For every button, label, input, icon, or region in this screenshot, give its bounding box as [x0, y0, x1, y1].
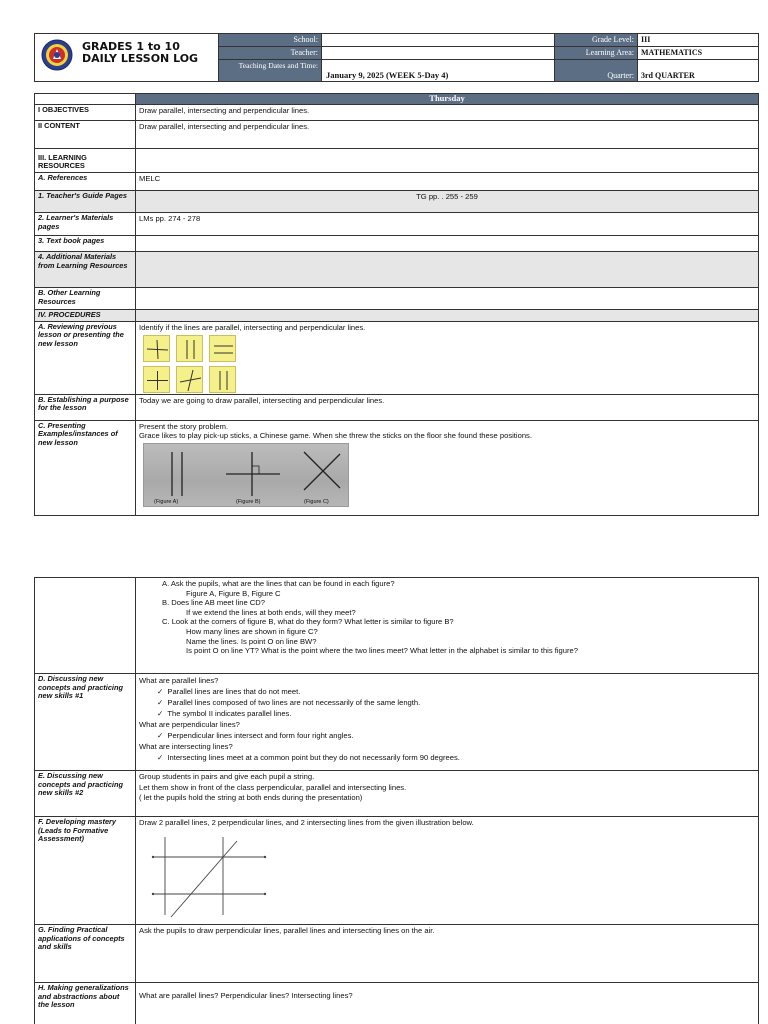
presenting-cell	[136, 420, 759, 515]
header-table	[34, 33, 759, 82]
references-label: A. References	[35, 173, 136, 191]
objectives-value: Draw parallel, intersecting and perpendicular lines.	[136, 105, 759, 121]
reviewing-text: Identify if the lines are parallel, intersecting and perpendicular lines.	[139, 322, 366, 332]
school-value	[322, 34, 555, 47]
discussing-2-cell	[136, 771, 759, 817]
perpendicular-question: What are perpendicular lines?	[139, 720, 240, 729]
parallel-point-3: ✓ The symbol II indicates parallel lines.	[139, 708, 755, 719]
discussing-2-line-3: ( let the pupils hold the string at both ends during the presentation)	[139, 793, 363, 802]
intersecting-point: ✓ Intersecting lines meet at a common point but they do not necessarily form 90 degrees.	[139, 752, 755, 763]
guide-questions-cell	[136, 578, 759, 674]
teachers-guide-value: TG pp. . 255 - 259	[136, 191, 759, 213]
resources-label: III. LEARNING RESOURCES	[35, 149, 136, 173]
perpendicular-lines-tile	[143, 366, 170, 393]
header-title-1: GRADES 1 to 10	[82, 40, 180, 53]
intersecting-question: What are intersecting lines?	[139, 742, 233, 751]
question-c: C. Look at the corners of figure B, what do they form? What letter is similar to figure B?	[162, 617, 454, 627]
establishing-label: B. Establishing a purpose for the lesson	[35, 394, 136, 420]
question-a: A. Ask the pupils, what are the lines that can be found in each figure?	[162, 579, 395, 588]
discussing-2-line-2: Let them show in front of the class perpendicular, parallel and intersecting lines.	[139, 782, 407, 792]
presenting-label: C. Presenting Examples/instances of new lesson	[35, 420, 136, 515]
deped-seal-icon	[41, 39, 73, 71]
reviewing-cell	[136, 321, 759, 394]
teacher-label: Teacher:	[219, 47, 322, 60]
procedures-label: IV. PROCEDURES	[35, 310, 136, 322]
header-logo-cell	[35, 34, 219, 82]
discussing-1-label: D. Discussing new concepts and practicing new skills #1	[35, 674, 136, 771]
header-title-2: DAILY LESSON LOG	[82, 52, 199, 65]
question-c-detail-3: Is point O on line YT? What is the point where the two lines meet? What letter in the alphabet is similar to this figure?	[186, 646, 578, 656]
dates-value: January 9, 2025 (WEEK 5-Day 4)	[322, 60, 555, 82]
references-value: MELC	[136, 173, 759, 191]
parallel-point-2: ✓ Parallel lines composed of two lines are not necessarily of the same length.	[139, 697, 755, 708]
grade-level-value: III	[638, 34, 759, 47]
figure-a-caption: (Figure A)	[154, 498, 179, 505]
question-c-detail-2: Name the lines. Is point O on line BW?	[186, 636, 317, 646]
teacher-value	[322, 47, 555, 60]
content-label: II CONTENT	[35, 121, 136, 149]
question-a-detail: Figure A, Figure B, Figure C	[186, 588, 281, 598]
discussing-2-line-1: Group students in pairs and give each pupil a string.	[139, 772, 315, 781]
presenting-text-2: Grace likes to play pick-up sticks, a Chinese game. When she threw the sticks on the floor she found these positions.	[139, 430, 532, 440]
establishing-value: Today we are going to draw parallel, intersecting and perpendicular lines.	[136, 394, 759, 420]
school-label: School:	[219, 34, 322, 47]
question-c-detail-1: How many lines are shown in figure C?	[186, 626, 318, 636]
lesson-table-page2	[34, 577, 759, 1024]
intersecting-lines-tile	[143, 335, 170, 362]
lesson-table-page1	[34, 93, 759, 516]
question-b: B. Does line AB meet line CD?	[162, 598, 265, 608]
grade-level-label: Grade Level:	[555, 34, 638, 47]
objectives-label: I OBJECTIVES	[35, 105, 136, 121]
presenting-text-1: Present the story problem.	[139, 421, 229, 431]
practical-label: G. Finding Practical applications of concepts and skills	[35, 925, 136, 983]
perpendicular-point: ✓ Perpendicular lines intersect and form four right angles.	[139, 730, 755, 741]
content-value: Draw parallel, intersecting and perpendicular lines.	[136, 121, 759, 149]
parallel-lines-tile	[209, 335, 236, 362]
intersecting-lines-tile	[176, 366, 203, 393]
mastery-label: F. Developing mastery (Leads to Formative Assessment)	[35, 817, 136, 925]
parallel-lines-tile	[209, 366, 236, 393]
day-header: Thursday	[136, 94, 759, 105]
figure-b-caption: (Figure B)	[236, 498, 261, 505]
learners-materials-value: LMs pp. 274 - 278	[136, 213, 759, 236]
figure-c-caption: (Figure C)	[304, 498, 329, 505]
question-b-detail: If we extend the lines at both ends, will they meet?	[186, 607, 356, 617]
generalization-label: H. Making generalizations and abstractions about the lesson	[35, 983, 136, 1024]
parallel-lines-tile	[176, 335, 203, 362]
textbook-label: 3. Text book pages	[35, 236, 136, 252]
quarter-value: 3rd QUARTER	[638, 60, 759, 82]
teachers-guide-label: 1. Teacher's Guide Pages	[35, 191, 136, 213]
mastery-text: Draw 2 parallel lines, 2 perpendicular lines, and 2 intersecting lines from the given illustration below.	[139, 818, 474, 827]
generalization-value: What are parallel lines? Perpendicular lines? Intersecting lines?	[136, 983, 759, 1024]
practical-value: Ask the pupils to draw perpendicular lines, parallel lines and intersecting lines on the air.	[136, 925, 759, 983]
pick-up-sticks-figure	[143, 443, 349, 507]
learning-area-value: MATHEMATICS	[638, 47, 759, 60]
discussing-2-label: E. Discussing new concepts and practicing new skills #2	[35, 771, 136, 817]
line-tiles-row-2	[143, 366, 755, 393]
other-resources-label: B. Other Learning Resources	[35, 288, 136, 310]
dates-label: Teaching Dates and Time:	[219, 60, 322, 82]
additional-materials-label: 4. Additional Materials from Learning Resources	[35, 252, 136, 288]
learning-area-label: Learning Area:	[555, 47, 638, 60]
parallel-point-1: ✓ Parallel lines are lines that do not meet.	[139, 686, 755, 697]
mastery-cell	[136, 817, 759, 925]
learners-materials-label: 2. Learner's Materials pages	[35, 213, 136, 236]
reviewing-label: A. Reviewing previous lesson or presenting the new lesson	[35, 321, 136, 394]
quarter-label: Quarter:	[555, 60, 638, 82]
line-tiles-row-1	[143, 335, 755, 362]
discussing-1-cell	[136, 674, 759, 771]
parallel-question: What are parallel lines?	[139, 676, 219, 685]
lines-illustration	[145, 831, 271, 921]
